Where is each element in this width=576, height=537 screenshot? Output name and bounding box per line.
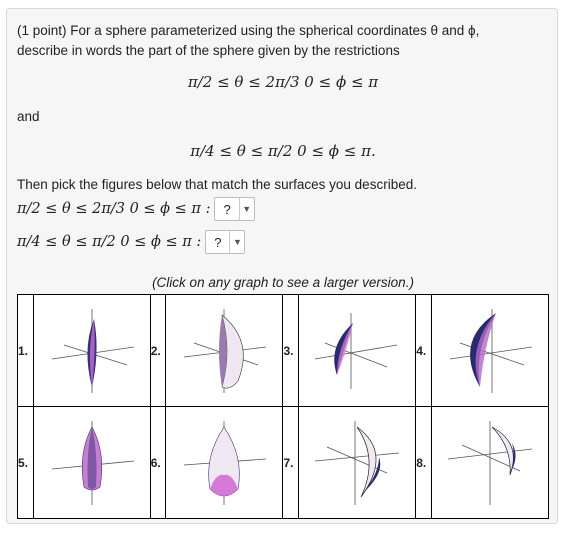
figure-2-number: 2. [150, 295, 166, 407]
and-text: and [17, 109, 40, 124]
crescent-right-icon [307, 413, 407, 513]
figure-2[interactable] [166, 295, 283, 407]
problem-intro [17, 21, 547, 61]
question-2-select[interactable] [205, 230, 245, 254]
figure-3[interactable] [299, 295, 416, 407]
thin-crescent-right-icon [440, 413, 540, 513]
figure-1[interactable] [33, 295, 150, 407]
instruction-text: Then pick the figures below that match the surfaces you described. [17, 177, 417, 192]
question-2-label: π/4 ≤ θ ≤ π/2 0 ≤ ϕ ≤ π : [17, 234, 202, 250]
figure-7[interactable] [299, 407, 416, 519]
question-2-value: ? [214, 234, 222, 250]
figure-1-number: 1. [18, 295, 34, 407]
restriction-1: π/2 ≤ θ ≤ 2π/3 0 ≤ ϕ ≤ π [187, 73, 379, 91]
intro-line-2: describe in words the part of the sphere given by the restrictions [17, 43, 400, 58]
figure-5[interactable] [33, 407, 150, 519]
question-1-label: π/2 ≤ θ ≤ 2π/3 0 ≤ ϕ ≤ π : [17, 201, 211, 217]
chevron-down-icon: ▼ [229, 231, 244, 253]
figure-5-number: 5. [18, 407, 34, 519]
full-dome-wedge-icon [174, 413, 274, 513]
figure-3-number: 3. [283, 295, 299, 407]
question-1-select[interactable] [214, 197, 254, 221]
figure-grid [17, 294, 549, 519]
figure-8[interactable] [431, 407, 548, 519]
narrow-dome-wedge-icon [42, 413, 142, 513]
wide-crescent-left-icon [440, 301, 540, 401]
problem-panel [6, 8, 558, 524]
figure-4-number: 4. [416, 295, 432, 407]
graph-caption: (Click on any graph to see a larger version.) [152, 275, 414, 290]
figure-4[interactable] [431, 295, 548, 407]
intro-line-1: (1 point) For a sphere parameterized using the spherical coordinates θ and ϕ, [17, 23, 480, 38]
figure-6-number: 6. [150, 407, 166, 519]
narrow-vertical-wedge-icon [42, 301, 142, 401]
half-dome-right-icon [174, 301, 274, 401]
figure-6[interactable] [166, 407, 283, 519]
question-1 [17, 197, 255, 221]
restriction-2: π/4 ≤ θ ≤ π/2 0 ≤ ϕ ≤ π. [190, 142, 376, 160]
chevron-down-icon: ▼ [239, 198, 254, 220]
figure-7-number: 7. [283, 407, 299, 519]
question-1-value: ? [223, 201, 231, 217]
thin-crescent-left-icon [307, 301, 407, 401]
figure-8-number: 8. [416, 407, 432, 519]
question-2 [17, 230, 245, 254]
